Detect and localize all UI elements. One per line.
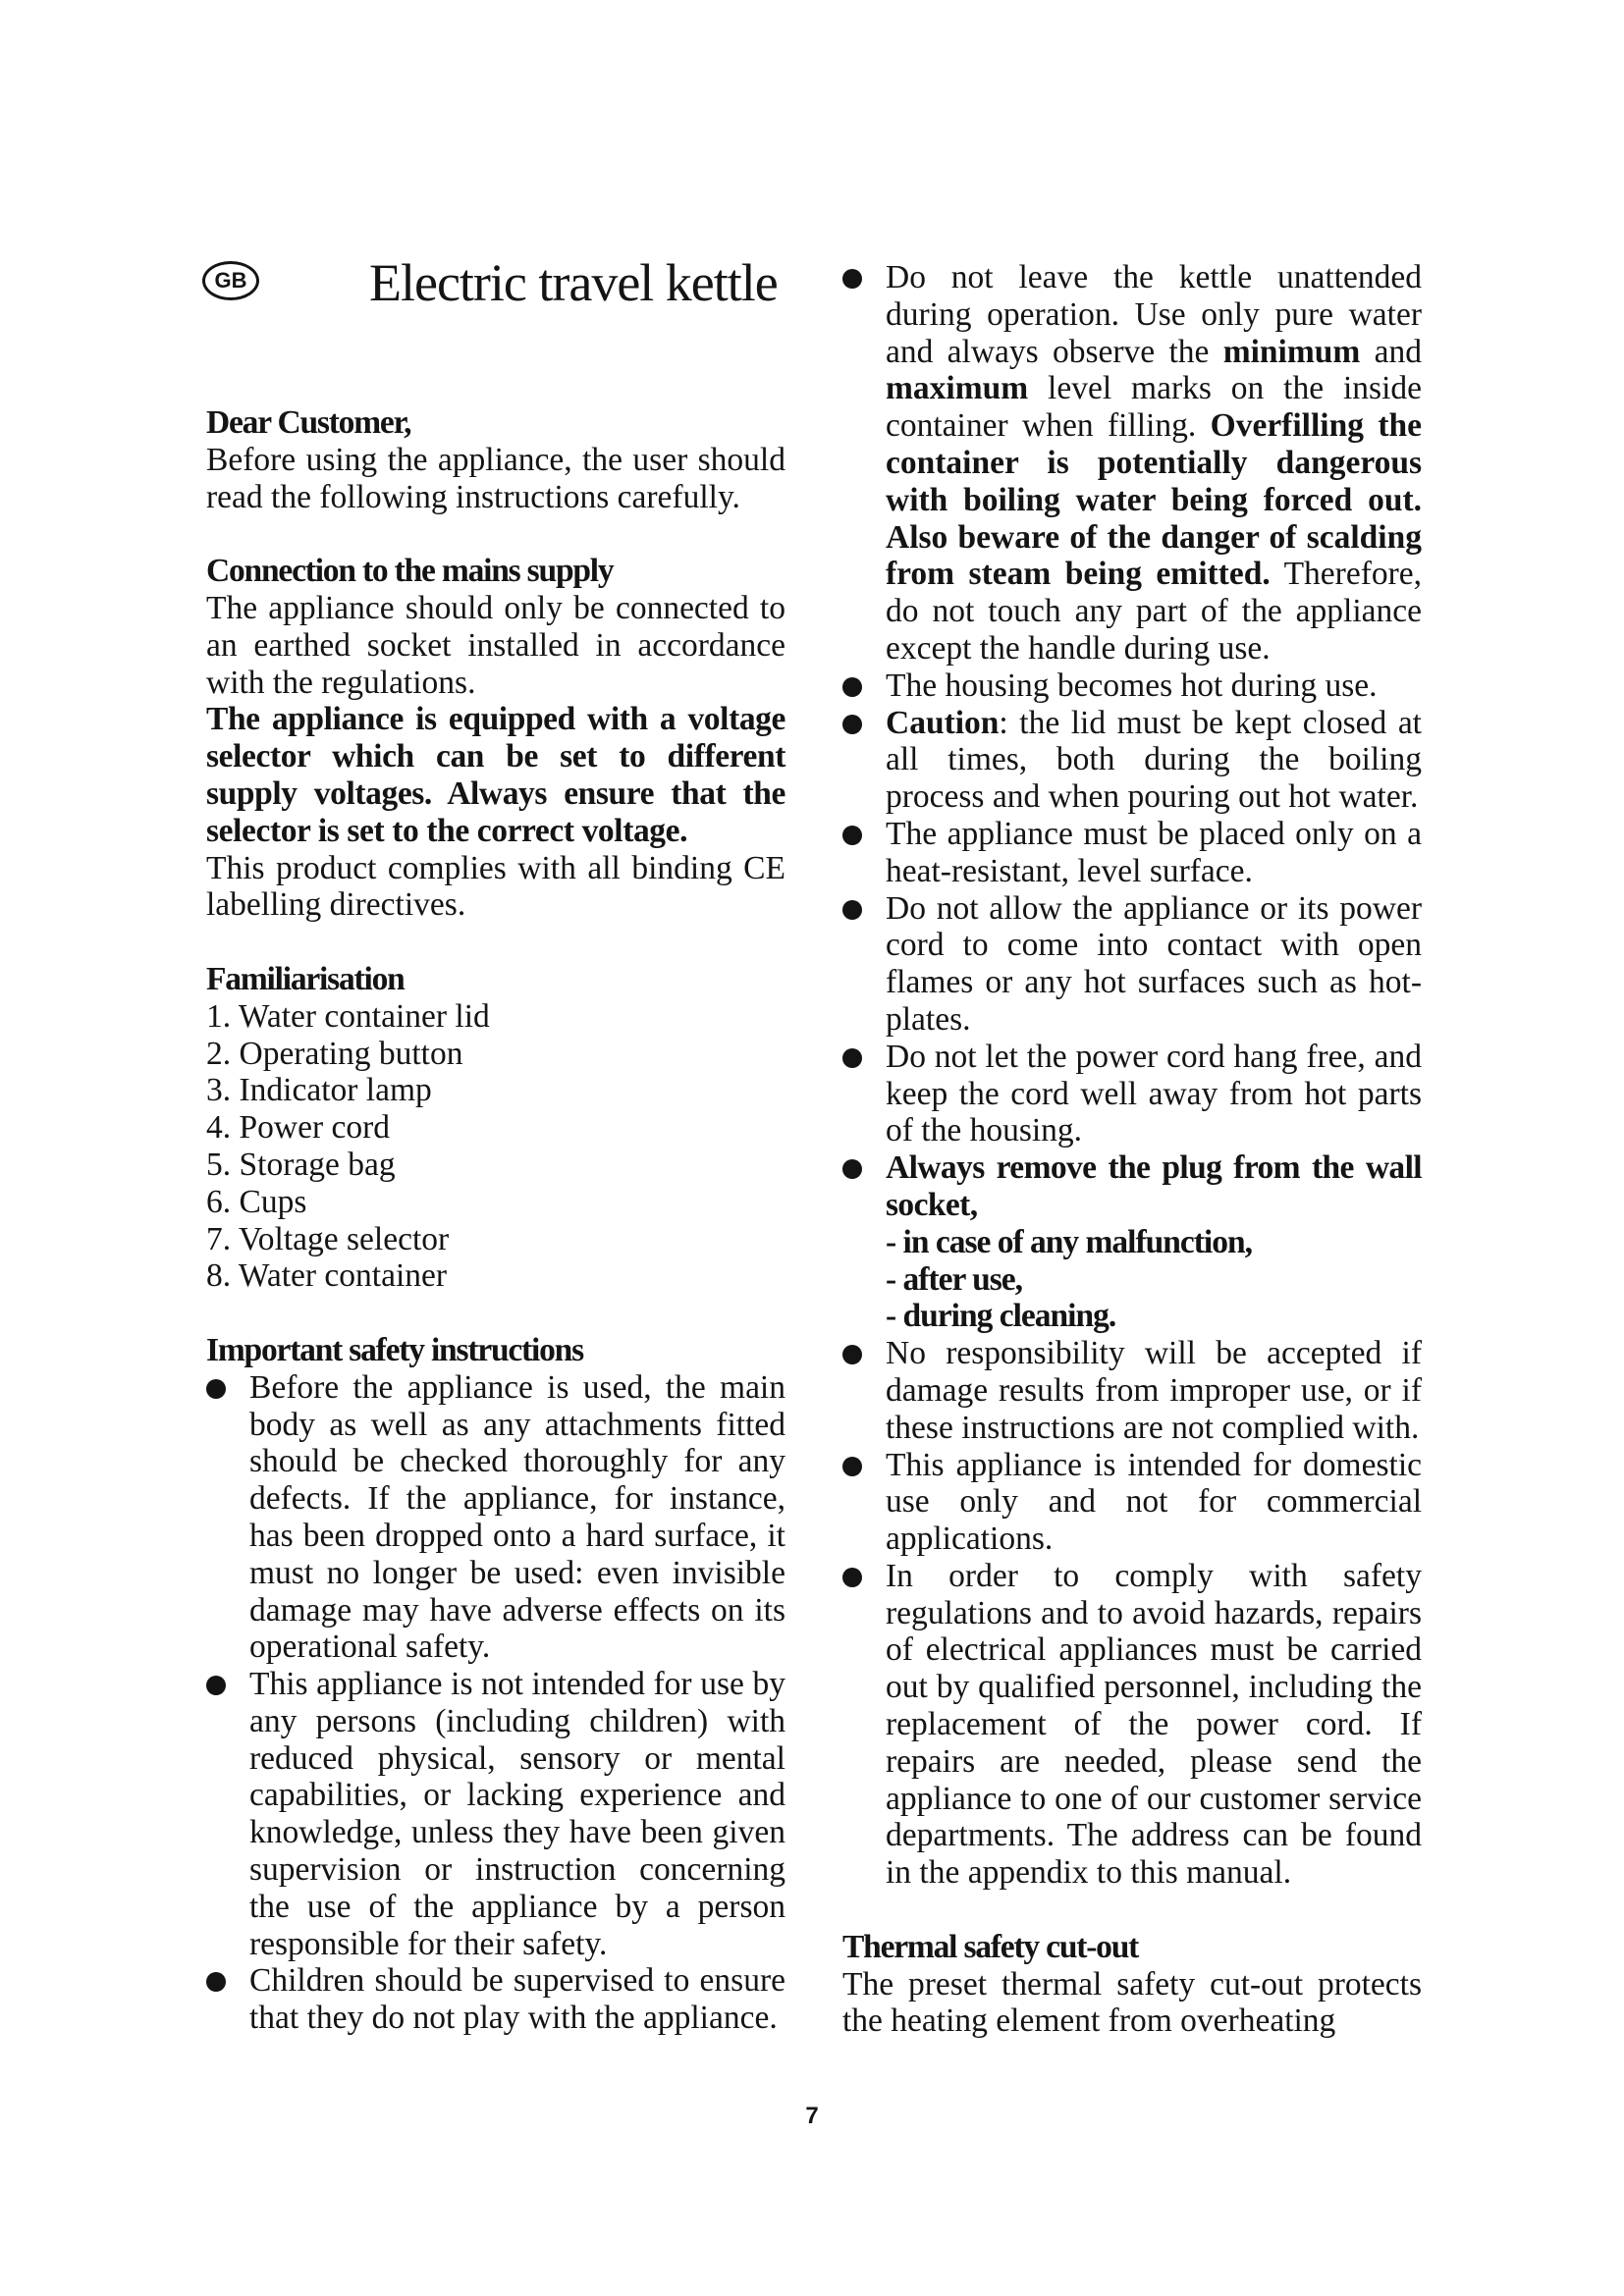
list-item: 6. Cups (206, 1183, 307, 1220)
right-column (842, 259, 1422, 2040)
list-item: 1. Water container lid (206, 997, 490, 1035)
safety-section (206, 1332, 785, 2037)
mains-text: The appliance should only be connected to an earthed socket installed in accordance with the regulations. (206, 589, 785, 701)
caution-text: : the lid must be kept closed at all times, both during the boiling process and when pouring out hot water. (886, 704, 1422, 816)
safety-item-text: Before the appliance is used, the main body as well as any attachments fitted should be checked thoroughly for any defects. If the appliance, for instance, has been dropped onto a hard surface, it must no longer be used: even invisible damage may have adverse effects on its operational safety. (249, 1368, 785, 1666)
housing-hot-text: The housing becomes hot during use. (886, 667, 1378, 704)
thermal-section (842, 1929, 1422, 2040)
list-item (842, 816, 1422, 890)
safety-list-left (206, 1369, 785, 2037)
flames-text: Do not allow the appliance or its power cord to come into contact with open flames or any hot surfaces such as hot-plates. (886, 889, 1422, 1038)
remove-plug-sublist (886, 1224, 1422, 1335)
safety-item-text: Children should be supervised to ensure that they do not play with the appliance. (249, 1962, 785, 2037)
list-item (842, 1335, 1422, 1446)
mains-heading: Connection to the mains supply (206, 553, 614, 590)
domestic-text: This appliance is intended for domestic use only and not for commercial applications. (886, 1446, 1422, 1558)
list-item (842, 667, 1422, 705)
remove-plug-label: Always remove the plug from the wall socket, (886, 1149, 1422, 1223)
gb-language-badge: GB (202, 261, 259, 300)
bullet-icon (842, 1159, 862, 1179)
bullet-icon (842, 1345, 862, 1364)
voltage-warning: The appliance is equipped with a voltage selector which can be set to different supply voltages. Always ensure that the selector is set to the correct voltage. (206, 701, 785, 849)
left-column (206, 404, 785, 2037)
list-item (842, 705, 1422, 816)
mains-section (206, 553, 785, 924)
page-header (202, 251, 791, 330)
unattended-text: Do not leave the kettle unattended during operation. Use only pure water and always observe the (886, 259, 1422, 370)
caution-label: Caution (886, 704, 1000, 741)
overfill-warning: Overfilling the container is potentially dangerous with boiling water being forced out. Also beware of the danger of scalding from steam being emitted. (886, 407, 1423, 593)
cord-text: Do not let the power cord hang free, and keep the cord well away from hot parts of the housing. (886, 1038, 1422, 1149)
list-item: - during cleaning. (886, 1298, 1116, 1335)
intro-text: Before using the appliance, the user should read the following instructions carefully. (206, 441, 785, 515)
list-item: - in case of any malfunction, (886, 1223, 1252, 1260)
bullet-icon (842, 1048, 862, 1068)
list-item (842, 259, 1422, 667)
ce-text: This product complies with all binding CE labelling directives. (206, 849, 785, 924)
list-item: 7. Voltage selector (206, 1220, 450, 1257)
list-item (842, 1039, 1422, 1149)
bullet-icon (206, 1972, 226, 1992)
familiarisation-section (206, 961, 785, 1295)
minimum-label: minimum (1222, 333, 1361, 370)
intro-heading: Dear Customer, (206, 404, 411, 441)
familiarisation-heading: Familiarisation (206, 960, 405, 997)
bullet-icon (842, 900, 862, 920)
list-item (206, 1369, 785, 1666)
intro-section (206, 404, 785, 515)
placement-text: The appliance must be placed only on a heat-resistant, level surface. (886, 815, 1422, 889)
unattended-text: and (1360, 333, 1422, 370)
safety-heading: Important safety instructions (206, 1331, 583, 1368)
bullet-icon (842, 826, 862, 845)
bullet-icon (842, 269, 862, 289)
safety-list-right (842, 259, 1422, 1892)
list-item (842, 890, 1422, 1039)
page-number: 7 (805, 2103, 819, 2129)
list-item: 5. Storage bag (206, 1146, 396, 1183)
safety-item-text: This appliance is not intended for use by any persons (including children) with reduced physical, sensory or mental capabilities, or lacking experience and knowledge, unless they have been given supervision or instruction concerning the use of the appliance by a person responsible for their safety. (249, 1666, 785, 1962)
thermal-text: The preset thermal safety cut-out protects the heating element from overheating (842, 1965, 1422, 2040)
bullet-icon (842, 677, 862, 697)
list-item: 4. Power cord (206, 1109, 390, 1147)
responsibility-text: No responsibility will be accepted if damage results from improper use, or if these instructions are not complied with. (886, 1335, 1422, 1446)
list-item: 8. Water container (206, 1257, 448, 1295)
maximum-label: maximum (886, 370, 1029, 407)
bullet-icon (206, 1676, 226, 1695)
bullet-icon (842, 715, 862, 734)
parts-list (206, 998, 785, 1295)
list-item: 2. Operating button (206, 1035, 463, 1072)
list-item: 3. Indicator lamp (206, 1072, 432, 1109)
list-item (842, 1447, 1422, 1558)
list-item (206, 1962, 785, 2037)
unattended-text: Therefore, do not touch any part of the appliance except the handle during use. (886, 556, 1422, 667)
bullet-icon (842, 1457, 862, 1476)
list-item (842, 1558, 1422, 1892)
thermal-heading: Thermal safety cut-out (842, 1928, 1139, 1965)
unattended-text: level marks on the inside container when filling. (886, 370, 1422, 445)
repairs-text: In order to comply with safety regulations and to avoid hazards, repairs of electrical appliances must be carried out by qualified personnel, including the replacement of the power cord. If repairs are needed, please send the appliance to one of our customer service departments. The address can be found in the appendix to this manual. (886, 1557, 1422, 1892)
list-item (206, 1666, 785, 1962)
list-item (842, 1149, 1422, 1335)
bullet-icon (842, 1568, 862, 1587)
page-title: Electric travel kettle (369, 253, 778, 312)
list-item: - after use, (886, 1260, 1023, 1298)
bullet-icon (206, 1379, 226, 1399)
